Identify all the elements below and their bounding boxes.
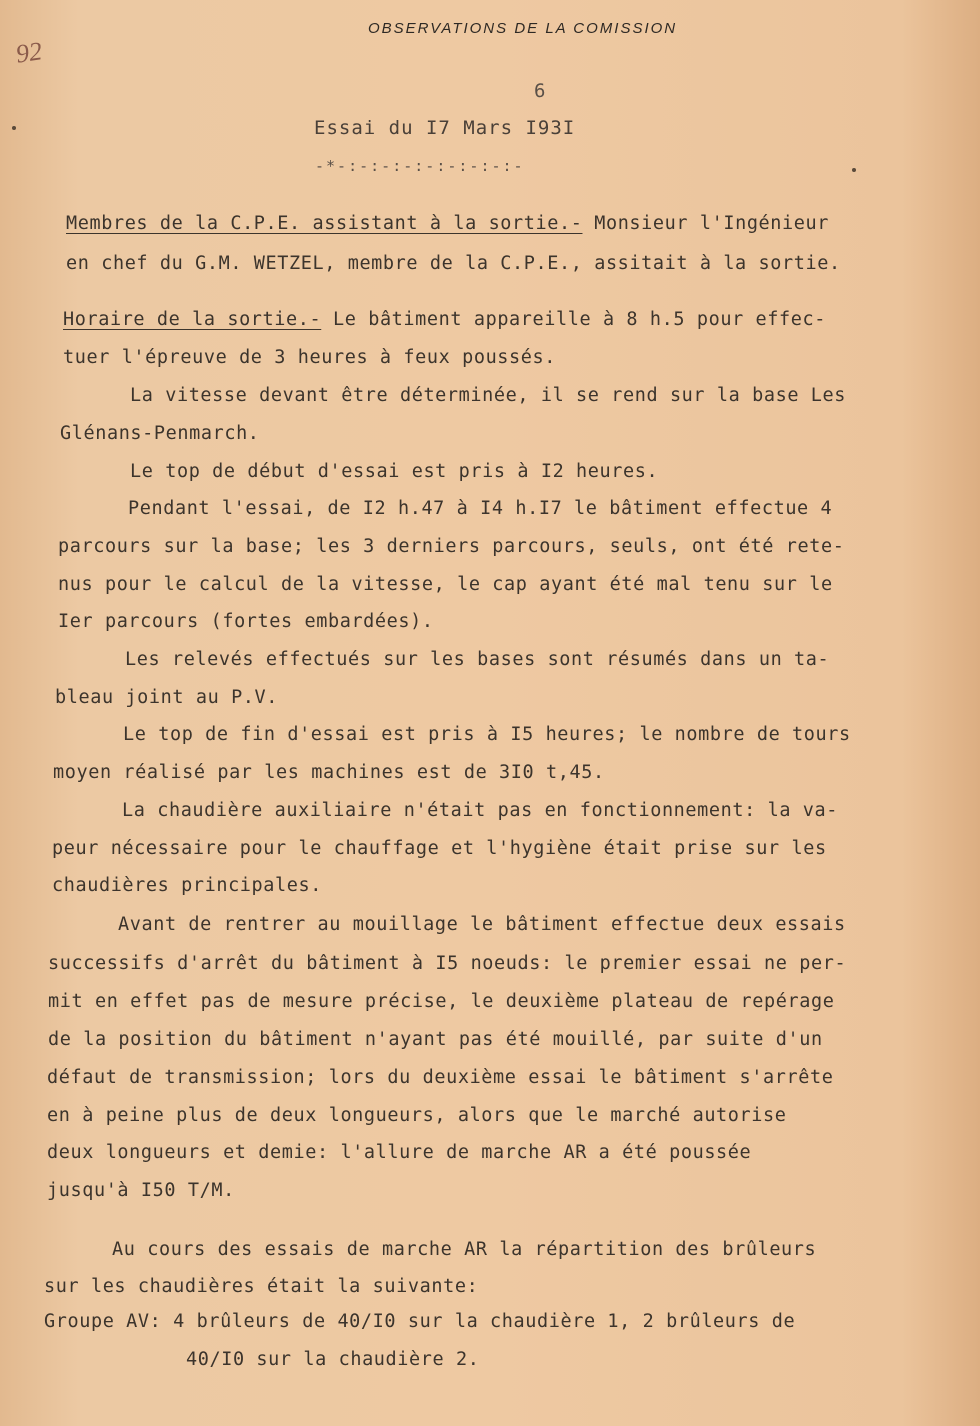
line-rest: Le bâtiment appareille à 8 h.5 pour effec- <box>321 309 826 330</box>
text-line-25: deux longueurs et demie: l'allure de marche AR a été poussée <box>47 1142 752 1163</box>
text-line-7: Le top de début d'essai est pris à I2 heures. <box>130 461 659 482</box>
text-line-18: chaudières principales. <box>52 875 322 896</box>
text-line-2: en chef du G.M. WETZEL, membre de la C.P.E., assitait à la sortie. <box>66 253 841 274</box>
text-line-14: Le top de fin d'essai est pris à I5 heures; le nombre de tours <box>123 724 851 745</box>
text-line-23: défaut de transmission; lors du deuxième essai le bâtiment s'arrête <box>47 1067 834 1088</box>
text-line-30: 40/I0 sur la chaudière 2. <box>186 1349 480 1370</box>
text-line-28: sur les chaudières était la suivante: <box>44 1276 479 1297</box>
section-heading-horaire: Horaire de la sortie.- <box>63 309 322 330</box>
text-line-6: Glénans-Penmarch. <box>60 423 260 444</box>
text-line-13: bleau joint au P.V. <box>55 687 279 708</box>
text-line-11: Ier parcours (fortes embardées). <box>58 611 434 632</box>
paper-mark <box>852 168 856 172</box>
text-line-27: Au cours des essais de marche AR la répartition des brûleurs <box>112 1239 817 1260</box>
text-line-9: parcours sur la base; les 3 derniers parcours, seuls, ont été rete- <box>58 536 845 557</box>
text-line-5: La vitesse devant être déterminée, il se rend sur la base Les <box>130 385 847 406</box>
section-heading-members: Membres de la C.P.E. assistant à la sortie.- <box>66 213 583 234</box>
title-separator: -*-:-:-:-:-:-:-:-:- <box>315 157 525 175</box>
text-line-19: Avant de rentrer au mouillage le bâtiment effectue deux essais <box>118 914 846 935</box>
text-line-3 <box>63 308 826 332</box>
text-line-12: Les relevés effectués sur les bases sont résumés dans un ta- <box>125 649 830 670</box>
text-line-15: moyen réalisé par les machines est de 3I0 t,45. <box>53 762 605 783</box>
text-line-8: Pendant l'essai, de I2 h.47 à I4 h.I7 le bâtiment effectue 4 <box>128 498 833 519</box>
text-line-26: jusqu'à I50 T/M. <box>47 1180 235 1201</box>
text-line-20: successifs d'arrêt du bâtiment à I5 noeuds: le premier essai ne per- <box>48 953 847 974</box>
text-line-22: de la position du bâtiment n'ayant pas été mouillé, par suite d'un <box>48 1029 823 1050</box>
text-line-29: Groupe AV: 4 brûleurs de 40/I0 sur la chaudière 1, 2 brûleurs de <box>44 1311 796 1332</box>
text-line-24: en à peine plus de deux longueurs, alors que le marché autorise <box>47 1105 787 1126</box>
text-line-17: peur nécessaire pour le chauffage et l'hygiène était prise sur les <box>52 838 827 859</box>
text-line-21: mit en effet pas de mesure précise, le deuxième plateau de repérage <box>48 991 835 1012</box>
handwritten-header: OBSERVATIONS DE LA COMISSION <box>368 20 678 37</box>
text-line-1 <box>66 212 829 236</box>
line-rest: Monsieur l'Ingénieur <box>582 213 829 234</box>
page-number: 6 <box>534 80 546 102</box>
paper-mark <box>12 126 16 130</box>
text-line-16: La chaudière auxiliaire n'était pas en fonctionnement: la va- <box>122 800 839 821</box>
text-line-10: nus pour le calcul de la vitesse, le cap ayant été mal tenu sur le <box>58 574 833 595</box>
margin-note: 92 <box>14 36 44 69</box>
text-line-4: tuer l'épreuve de 3 heures à feux poussés. <box>63 347 556 368</box>
document-title: Essai du I7 Mars I93I <box>314 117 576 139</box>
